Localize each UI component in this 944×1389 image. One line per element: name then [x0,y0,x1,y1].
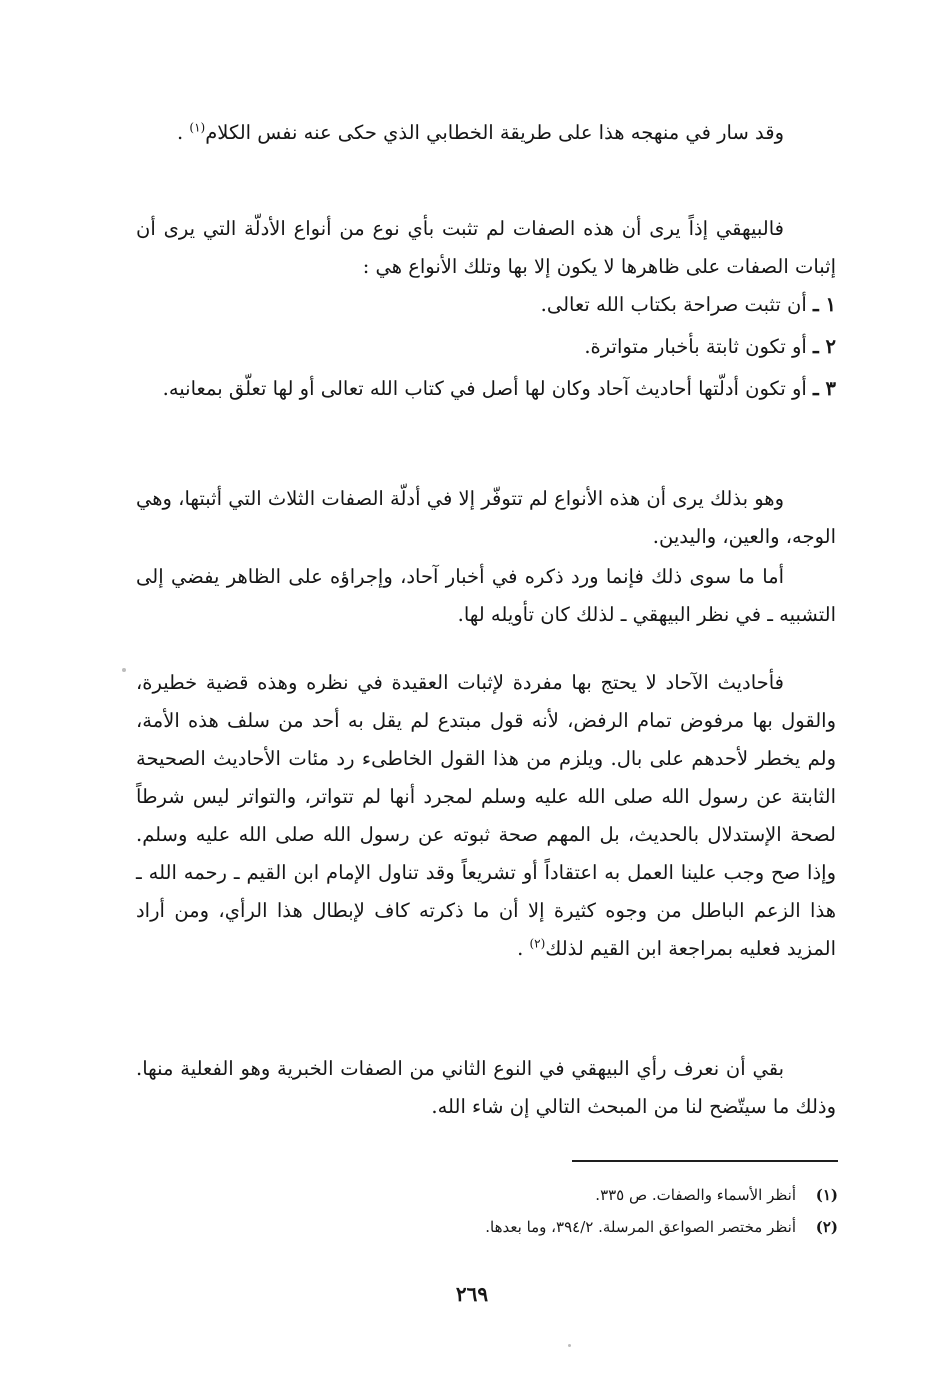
footnote-1 [138,1182,838,1208]
paragraph-6-text: بقي أن نعرف رأي البيهقي في النوع الثاني من الصفات الخبرية وهو الفعلية منها. وذلك ما سيتّضح لنا من المبحث التالي إن شاء الله. [136,1057,836,1118]
paragraph-1-text: وقد سار في منهجه هذا على طريقة الخطابي الذي حكى عنه نفس الكلام [205,121,784,144]
list-item-2 [136,328,836,366]
list-item-2-number: ٢ ـ [813,335,836,358]
footnote-ref-1: (١) [189,120,206,135]
list-item-1 [136,286,836,324]
scan-speck [568,1344,571,1347]
footnote-2-number: (٢) [815,1218,838,1236]
paragraph-4 [136,558,836,634]
footnote-1-text: أنظر الأسماء والصفات. ص ٣٣٥. [595,1186,796,1204]
page-number: ٢٦٩ [455,1282,489,1306]
scan-speck [122,668,126,672]
paragraph-2 [136,210,836,286]
paragraph-6 [136,1050,836,1126]
list-item-1-text: أن تثبت صراحة بكتاب الله تعالى. [540,293,807,316]
footnote-ref-2: (٢) [529,936,546,951]
footnote-2 [138,1214,838,1240]
list-item-3-text: أو تكون أدلّتها أحاديث آحاد وكان لها أصل في كتاب الله تعالى أو لها تعلّق بمعانيه. [162,377,807,400]
footnote-1-number: (١) [815,1186,838,1204]
paragraph-3 [136,480,836,556]
paragraph-1 [136,114,836,152]
list-item-3 [136,370,836,408]
paragraph-5-end: . [517,937,530,960]
paragraph-1-end: . [177,121,190,144]
footnote-separator [572,1160,838,1162]
paragraph-5-text: فأحاديث الآحاد لا يحتج بها مفردة لإثبات العقيدة في نظره وهذه قضية خطيرة، والقول بها مرفوض تمام الرفض، لأنه قول مبتدع لم يقل به أحد من سلف هذه الأمة، ولم يخطر لأحدهم على بال. ويلزم من هذا القول الخاطىء رد مئات الأحاديث الصحيحة الثابتة عن رسول الله صلى الله عليه وسلم لمجرد أنها لم تتواتر، والتواتر ليس شرطاً لصحة الإستدلال بالحديث، بل المهم صحة ثبوته عن رسول الله صلى الله عليه وسلم. وإذا صح وجب علينا العمل به اعتقاداً أو تشريعاً وقد تناول الإمام ابن القيم ـ رحمه الله ـ هذا الزعم الباطل من وجوه كثيرة إلا أن ما ذكرته كاف لإبطال هذا الرأي، ومن أراد المزيد فعليه بمراجعة ابن القيم لذلك [136,671,836,960]
paragraph-5 [136,664,836,968]
paragraph-2-text: فالبيهقي إذاً يرى أن هذه الصفات لم تثبت بأي نوع من أنواع الأدلّة التي يرى أن إثبات الصفات على ظاهرها لا يكون إلا بها وتلك الأنواع هي : [136,217,836,278]
list-item-3-number: ٣ ـ [813,377,836,400]
list-item-1-number: ١ ـ [813,293,836,316]
paragraph-4-text: أما ما سوى ذلك فإنما ورد ذكره في أخبار آحاد، وإجراؤه على الظاهر يفضي إلى التشبيه ـ في نظر البيهقي ـ لذلك كان تأويله لها. [136,565,836,626]
paragraph-3-text: وهو بذلك يرى أن هذه الأنواع لم تتوفّر إلا في أدلّة الصفات الثلاث التي أثبتها، وهي الوجه، والعين، واليدين. [136,487,836,548]
list-item-2-text: أو تكون ثابتة بأخبار متواترة. [584,335,807,358]
footnote-2-text: أنظر مختصر الصواعق المرسلة. ٣٩٤/٢، وما بعدها. [485,1218,796,1236]
